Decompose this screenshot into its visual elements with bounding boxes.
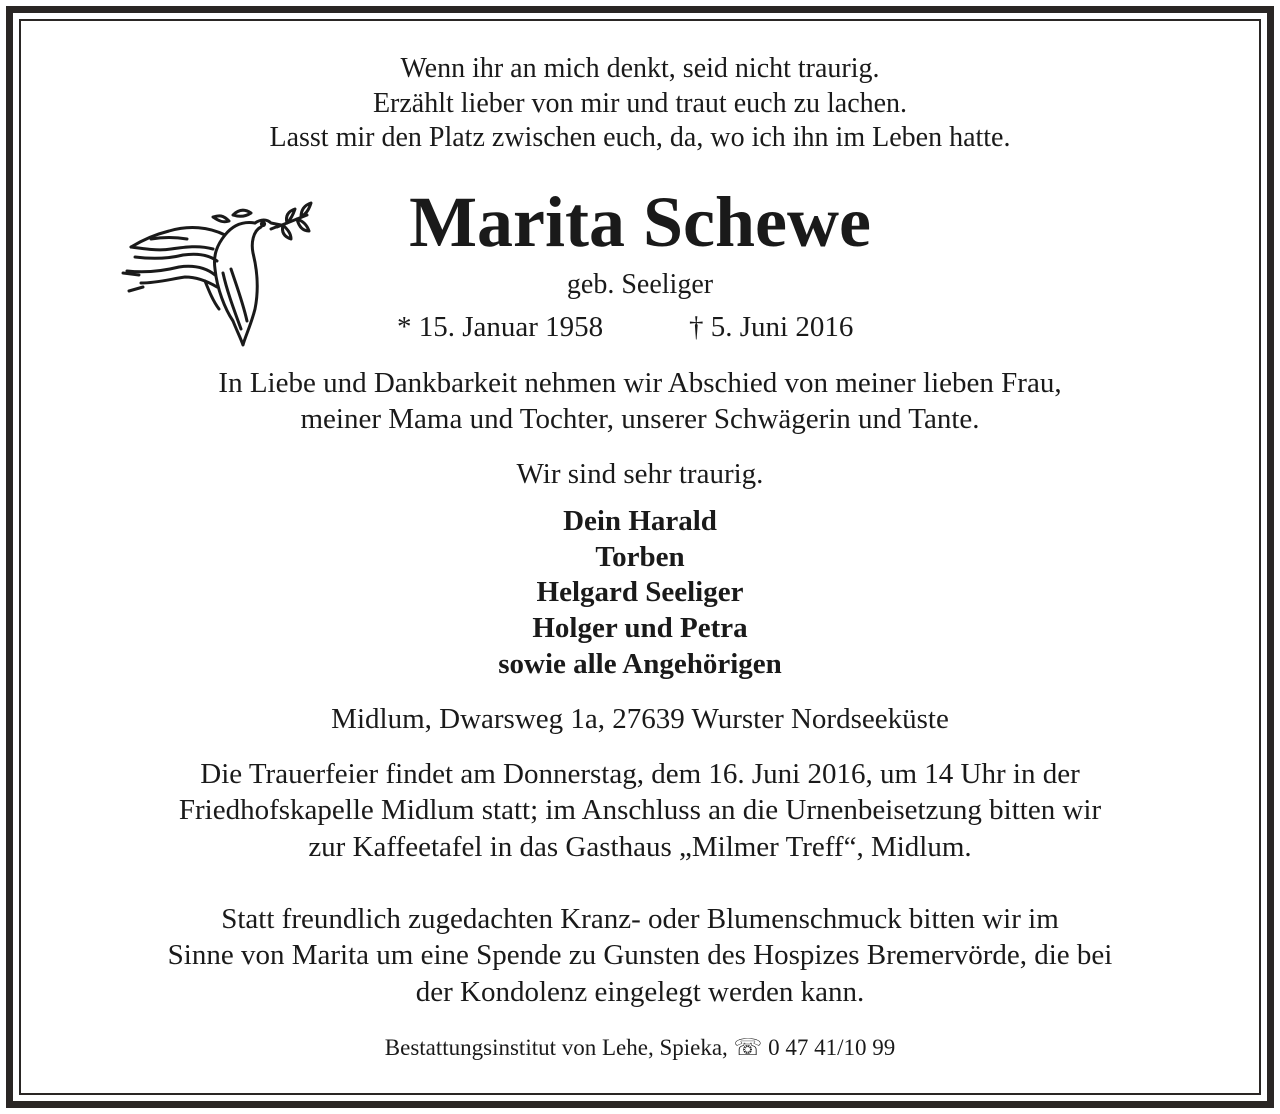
motto-line-3: Lasst mir den Platz zwischen euch, da, wo ich ihn im Leben hatte. <box>269 122 1011 153</box>
farewell-line-2: meiner Mama und Tochter, unserer Schwägerin und Tante. <box>300 403 980 435</box>
mourner-3: Helgard Seeliger <box>536 576 744 608</box>
ceremony-line-1: Die Trauerfeier findet am Donnerstag, dem 16. Juni 2016, um 14 Uhr in der <box>200 758 1080 790</box>
notice-content <box>21 21 1259 1093</box>
motto-line-1: Wenn ihr an mich denkt, seid nicht traurig. <box>400 53 880 84</box>
sadness-line: Wir sind sehr traurig. <box>516 458 764 490</box>
deceased-name: Marita Schewe <box>409 182 871 262</box>
funeral-home-footer: Bestattungsinstitut von Lehe, Spieka, ☏ 0 47 41/10 99 <box>384 1035 896 1060</box>
ceremony-line-2: Friedhofskapelle Midlum statt; im Anschluss an die Urnenbeisetzung bitten wir <box>178 794 1102 826</box>
death-date: † 5. Juni 2016 <box>689 311 854 343</box>
mourner-1: Dein Harald <box>563 505 717 537</box>
mourner-5: sowie alle Angehörigen <box>498 648 782 680</box>
birth-name: geb. Seeliger <box>566 269 714 300</box>
donation-line-3: der Kondolenz eingelegt werden kann. <box>415 976 865 1008</box>
donation-line-2: Sinne von Marita um eine Spende zu Gunsten des Hospizes Bremervörde, die bei <box>167 939 1113 971</box>
ceremony-line-3: zur Kaffeetafel in das Gasthaus „Milmer Treff“, Midlum. <box>308 831 972 863</box>
donation-line-1: Statt freundlich zugedachten Kranz- oder Blumenschmuck bitten wir im <box>221 903 1059 935</box>
birth-date: * 15. Januar 1958 <box>397 311 604 343</box>
mourner-4: Holger und Petra <box>532 612 748 644</box>
motto-line-2: Erzählt lieber von mir und traut euch zu lachen. <box>372 88 908 119</box>
mourner-2: Torben <box>595 541 685 573</box>
address-line: Midlum, Dwarsweg 1a, 27639 Wurster Nordseeküste <box>331 703 949 735</box>
farewell-line-1: In Liebe und Dankbarkeit nehmen wir Abschied von meiner lieben Frau, <box>218 367 1062 399</box>
